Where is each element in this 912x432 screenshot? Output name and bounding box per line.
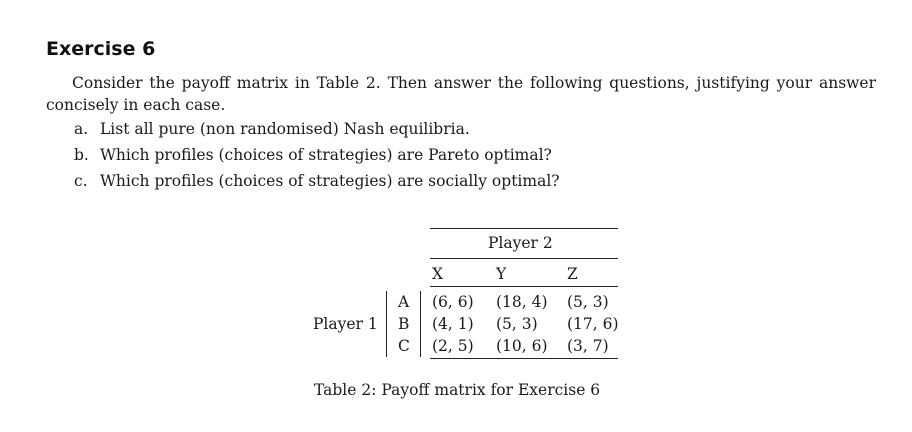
table-row-player-divider bbox=[386, 291, 387, 357]
row-label-b: B bbox=[398, 315, 410, 333]
row-label-a: A bbox=[398, 293, 410, 311]
table-cell: (3, 7) bbox=[567, 337, 609, 355]
column-header-x: X bbox=[432, 265, 444, 283]
table-top-rule bbox=[430, 228, 618, 229]
column-header-y: Y bbox=[496, 265, 507, 283]
table-cell: (2, 5) bbox=[432, 337, 474, 355]
question-label: c. bbox=[74, 172, 88, 190]
table-bottom-rule bbox=[430, 358, 618, 359]
question-label: b. bbox=[74, 146, 89, 164]
exercise-title: Exercise 6 bbox=[46, 38, 156, 60]
table-cell: (5, 3) bbox=[496, 315, 538, 333]
table-cell: (10, 6) bbox=[496, 337, 548, 355]
column-player-label: Player 2 bbox=[488, 234, 553, 252]
table-cell: (5, 3) bbox=[567, 293, 609, 311]
question-label: a. bbox=[74, 120, 89, 138]
question-text: Which profiles (choices of strategies) are Pareto optimal? bbox=[100, 146, 552, 164]
table-row-label-divider bbox=[420, 291, 421, 357]
row-player-label: Player 1 bbox=[313, 315, 378, 333]
question-text: List all pure (non randomised) Nash equilibria. bbox=[100, 120, 470, 138]
table-cell: (17, 6) bbox=[567, 315, 619, 333]
table-column-rule bbox=[430, 286, 618, 287]
exercise-intro: Consider the payoff matrix in Table 2. Then answer the following questions, justifying your answer concisely in each case. bbox=[46, 74, 876, 114]
column-header-z: Z bbox=[567, 265, 578, 283]
table-cell: (6, 6) bbox=[432, 293, 474, 311]
question-text: Which profiles (choices of strategies) are socially optimal? bbox=[100, 172, 560, 190]
table-cell: (18, 4) bbox=[496, 293, 548, 311]
row-label-c: C bbox=[398, 337, 410, 355]
table-cell: (4, 1) bbox=[432, 315, 474, 333]
table-caption: Table 2: Payoff matrix for Exercise 6 bbox=[314, 381, 601, 399]
table-header-rule bbox=[430, 258, 618, 259]
